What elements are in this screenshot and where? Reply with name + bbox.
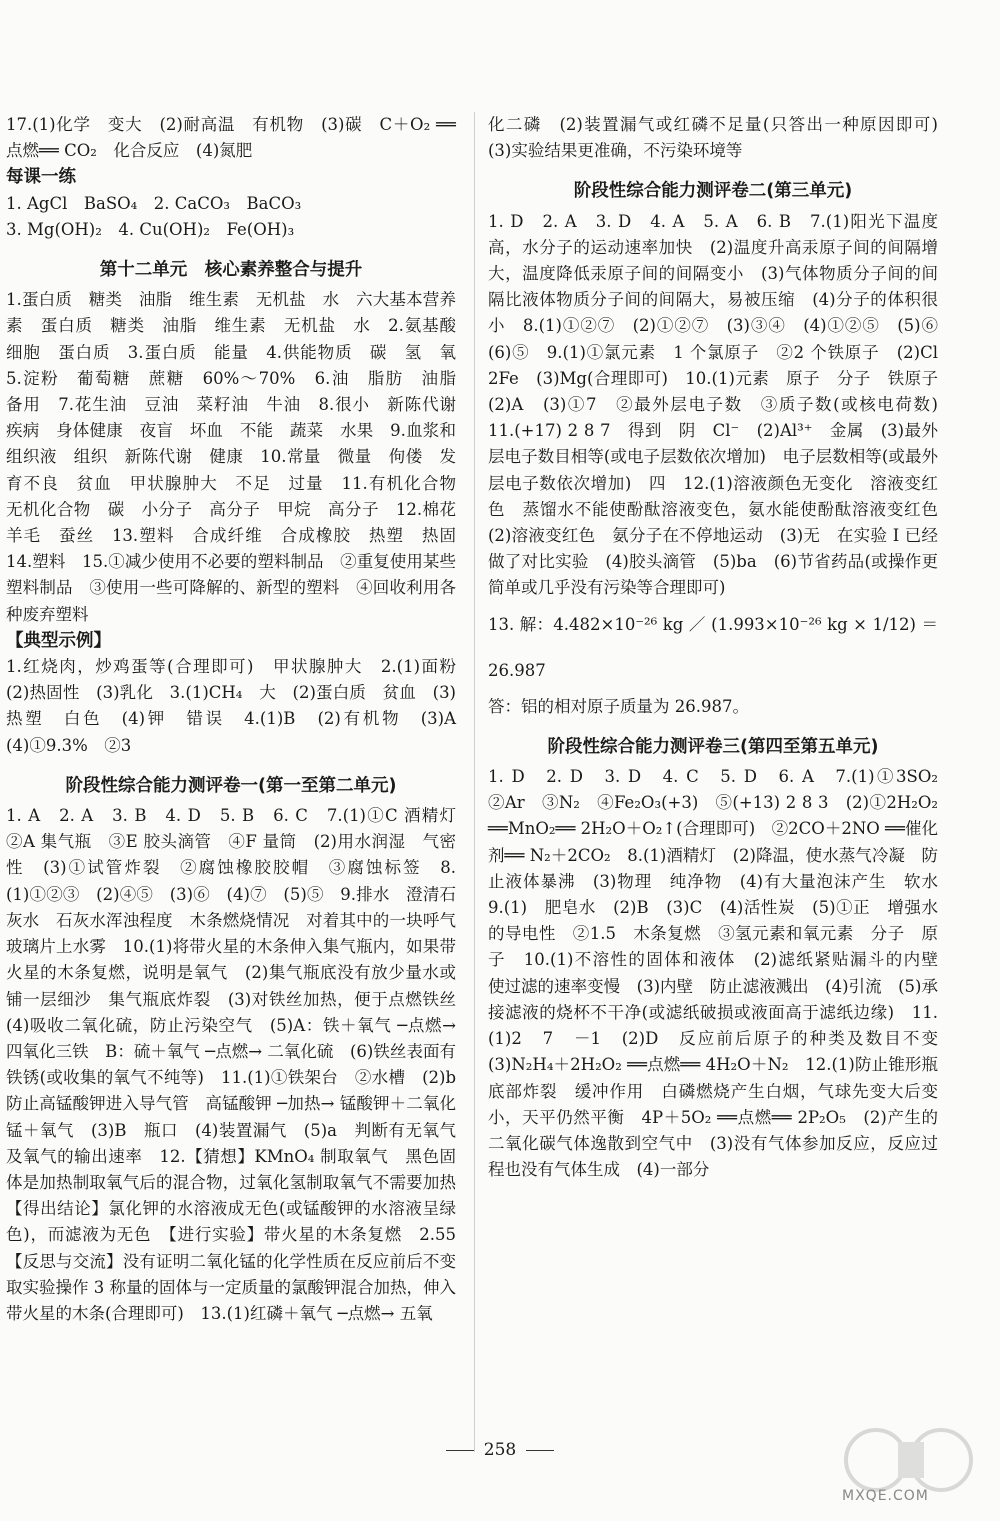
- answer-paragraph: 1. D 2. D 3. D 4. C 5. D 6. A 7.(1)①3SO₂ ②Ar ③N₂ ④Fe₂O₃(+3) ⑤(+13) 2 8 3 (2)①2H₂O₂ ══MnO₂══ 2H₂O＋O₂↑(合理即可) ②2CO＋2NO ══催化剂══ N₂＋2CO₂ 8.(1)酒精灯 (2)降温，使水蒸气冷凝 防止液体暴沸 (3)物理 纯净物 (4)有大量泡沫产生 软水 9.(1) 肥皂水 (2)B (3)C (4)活性炭 (5)①正 增强水的导电性 ②1.5 木条复燃 ③氢元素和氧元素 分子 原子 10.(1)不溶性的固体和液体 (2)滤纸紧贴漏斗的内壁 使过滤的速率变慢 (3)内壁 防止滤液溅出 (4)引流 (5)承接滤液的烧杯不干净(或滤纸破损或液面高于滤纸边缘) 11.(1)2 7 －1 (2)D 反应前后原子的种类及数目不变 (3)N₂H₄＋2H₂O₂ ══点燃══ 4H₂O＋N₂ 12.(1)防止锥形瓶底部炸裂 缓冲作用 白磷燃烧产生白烟，气球先变大后变小，天平仍然平衡 4P＋5O₂ ══点燃══ 2P₂O₅ (2)产生的二氧化碳气体逸散到空气中 (3)没有气体参加反应，反应过程也没有气体生成 (4)一部分: [488, 767, 955, 1180]
- section-heading: 阶段性综合能力测评卷一(第一至第二单元): [65, 775, 397, 796]
- answer-paragraph: 13. 解：4.482×10⁻²⁶ kg ／ (1.993×10⁻²⁶ kg × 1/12) ＝ 26.987: [488, 614, 938, 680]
- answer-paragraph: 3. Mg(OH)₂ 4. Cu(OH)₂ Fe(OH)₃: [6, 219, 295, 239]
- answer-paragraph: 1. A 2. A 3. B 4. D 5. B 6. C 7.(1)①C 酒精灯 ②A 集气瓶 ③E 胶头滴管 ④F 量筒 (2)用水润湿 气密性 (3)①试管炸裂 ②腐蚀橡胶胶帽 ③腐蚀标签 8.(1)①②③ (2)④⑤ (3)⑥ (4)⑦ (5)⑤ 9.排水 澄清石灰水 石灰水浑浊程度 木条燃烧情况 对着其中的一块呼气 玻璃片上水雾 10.(1)将带火星的木条伸入集气瓶内，如果带火星的木条复燃，说明是氧气 (2)集气瓶底没有放少量水或铺一层细沙 集气瓶底炸裂 (3)对铁丝加热，便于点燃铁丝 (4)吸收二氧化硫，防止污染空气 (5)A：铁＋氧气 ─点燃→ 四氧化三铁 B：硫＋氧气 ─点燃→ 二氧化硫 (6)铁丝表面有铁锈(或收集的氧气不纯等) 11.(1)①铁架台 ②水槽 (2)b 防止高锰酸钾进入导气管 高锰酸钾 ─加热→ 锰酸钾＋二氧化锰＋氧气 (3)B 瓶口 (4)装置漏气 (5)a 判断有无氧气及氧气的输出速率 12.【猜想】KMnO₄ 制取氧气 黑色固体是加热制取氧气后的混合物，过氧化氢制取氧气不需要加热 【得出结论】氯化钾的水溶液成无色(或锰酸钾的水溶液呈绿色)，而滤液为无色 【进行实验】带火星的木条复燃 2.55 【反思与交流】没有证明二氧化锰的化学性质在反应前后不变 取实验操作 3 称量的固体与一定质量的氯酸钾混合加热，伸入带火星的木条(合理即可) 13.(1)红磷＋氧气 ─点燃→ 五氧: [6, 806, 473, 1323]
- page-number-text: 258: [483, 1440, 517, 1460]
- section-heading: 每课一练: [6, 167, 76, 188]
- answer-paragraph: 1.红烧肉，炒鸡蛋等(合理即可) 甲状腺肿大 2.(1)面粉 (2)热固性 (3)乳化 3.(1)CH₄ 大 (2)蛋白质 贫血 (3)热塑 白色 (4)钾 错误 4.(1)B (2)有机物 (3)A (4)①9.3% ②3: [6, 657, 473, 755]
- left-column: [6, 112, 473, 1327]
- section-heading: 第十二单元 核心素养整合与提升: [99, 260, 363, 281]
- answer-paragraph: 1. AgCl BaSO₄ 2. CaCO₃ BaCO₃: [6, 193, 302, 213]
- right-column: [488, 112, 955, 1183]
- watermark-text: MXQE.COM: [842, 1488, 929, 1504]
- page-number-dash-left: [446, 1450, 474, 1451]
- answer-paragraph: 化二磷 (2)装置漏气或红磷不足量(只答出一种原因即可) (3)实验结果更准确，不污染环境等: [488, 115, 955, 161]
- answer-paragraph: 17.(1)化学 变大 (2)耐高温 有机物 (3)碳 C＋O₂ ══点燃══ CO₂ 化合反应 (4)氮肥: [6, 115, 456, 161]
- answer-paragraph: 答：铝的相对原子质量为 26.987。: [488, 696, 749, 716]
- answer-paragraph: 1.蛋白质 糖类 油脂 维生素 无机盐 水 六大基本营养素 蛋白质 糖类 油脂 维生素 无机盐 水 2.氨基酸 细胞 蛋白质 3.蛋白质 能量 4.供能物质 碳 氢 氧 5.淀粉 葡萄糖 蔗糖 60%～70% 6.油 脂肪 油脂 备用 7.花生油 豆油 菜籽油 牛油 8.很小 新陈代谢 疾病 身体健康 夜盲 坏血 不能 蔬菜 水果 9.血浆和组织液 组织 新陈代谢 健康 10.常量 微量 佝偻 发育不良 贫血 甲状腺肿大 不足 过量 11.有机化合物 无机化合物 碳 小分子 高分子 甲烷 高分子 12.棉花 羊毛 蚕丝 13.塑料 合成纤维 合成橡胶 热塑 热固 14.塑料 15.①减少使用不必要的塑料制品 ②重复使用某些塑料制品 ③使用一些可降解的、新型的塑料 ④回收利用各种废弃塑料: [6, 290, 473, 624]
- page-number-dash-right: [526, 1450, 554, 1451]
- section-heading: 【典型示例】: [6, 630, 111, 651]
- section-heading: 阶段性综合能力测评卷三(第四至第五单元): [547, 736, 879, 757]
- section-heading: 阶段性综合能力测评卷二(第三单元): [573, 181, 853, 202]
- column-divider: [474, 112, 475, 1452]
- answer-paragraph: 1. D 2. A 3. D 4. A 5. A 6. B 7.(1)阳光下温度高，水分子的运动速率加快 (2)温度升高汞原子间的间隔增大，温度降低汞原子间的间隔变小 (3)气体物质分子间的间隔比液体物质分子间的间隔大，易被压缩 (4)分子的体积很小 8.(1)①②⑦ (2)①②⑦ (3)③④ (4)①②⑤ (5)⑥ (6)⑤ 9.(1)①氯元素 1 个氯原子 ②2 个铁原子 (2)Cl 2Fe (3)Mg(合理即可) 10.(1)元素 原子 分子 铁原子 (2)A (3)①7 ②最外层电子数 ③质子数(或核电荷数) 11.(+17) 2 8 7 得到 阴 Cl⁻ (2)Al³⁺ 金属 (3)最外层电子数目相等(或电子层数依次增加) 电子层数相等(或最外层电子数依次增加) 四 12.(1)溶液颜色无变化 溶液变红色 蒸馏水不能使酚酞溶液变色，氨水能使酚酞溶液变红色 (2)溶液变红色 氨分子在不停地运动 (3)无 在实验 I 已经做了对比实验 (4)胶头滴管 (5)ba (6)节省药品(或操作更简单或几乎没有污染等合理即可): [488, 211, 955, 598]
